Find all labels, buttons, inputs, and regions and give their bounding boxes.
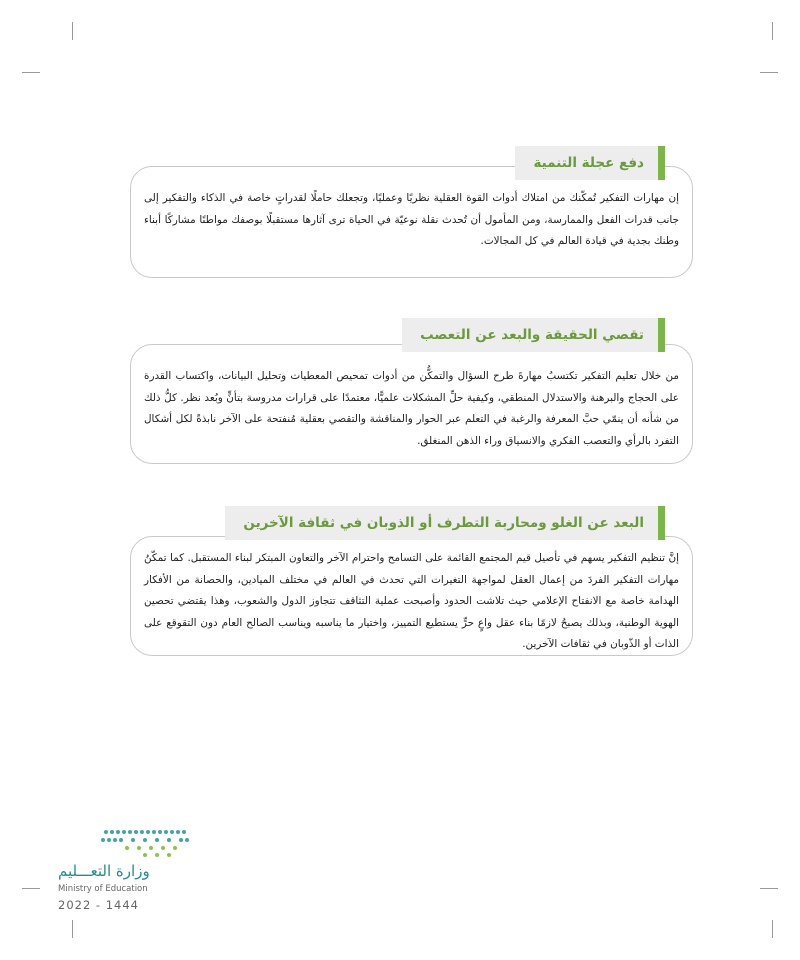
crop-mark: [772, 22, 773, 40]
section-truth: [130, 318, 693, 464]
section-paragraph: من خلال تعليم التفكير تكتسبُ مهارةَ طرح السؤال والتمكُّن من أدوات تمحيص المعطيات وتحليل البيانات، واكتساب القدرة على الحجاج والبرهنة والاستدلال المنطقي، وكيفية حلِّ المشكلات علميًّا، معتمدًا على قرارات مدروسة بتأنٍّ وبُعد نظر. كلُّ ذلك من شأنه أن ينمّي حبَّ المعرفة والرغبة في التعلم عبر الحوار والمناقشة والتقصي بعقلية مُنفتحة على الآخر نابذةً لكل أشكال التفرد بالرأي والتعصب الفكري والانسياق وراء الذهن المنغلق.: [144, 370, 679, 447]
crop-mark: [72, 920, 73, 938]
section-moderation: [130, 506, 693, 656]
edition-year: 2022 - 1444: [58, 898, 139, 912]
crop-mark: [72, 22, 73, 40]
ministry-name-english: Ministry of Education: [58, 884, 148, 894]
crop-mark: [760, 888, 778, 889]
section-paragraph: إن مهارات التفكير تُمكّنك من امتلاك أدوات القوة العقلية نظريًا وعمليًا، وتجعلك حاملًا لقدراتٍ خاصة في الذكاء والتفكير إلى جانب قدرات الفعل والممارسة، ومن المأمول أن تُحدث نقلة نوعيّة في الحياة ترى آثارها مستقبلًا بوصفك مواطنًا مشاركًا أبناء وطنك بجدية في قيادة العالم في كل المجالات.: [144, 192, 679, 247]
section-title: البعد عن الغلو ومحاربة التطرف أو الذوبان في ثقافة الآخرين: [225, 506, 665, 540]
section-development: [130, 146, 693, 278]
section-title: تقصي الحقيقة والبعد عن التعصب: [402, 318, 665, 352]
ministry-logo-icon: [100, 826, 192, 862]
crop-mark: [760, 72, 778, 73]
crop-mark: [22, 72, 40, 73]
crop-mark: [22, 888, 40, 889]
ministry-name-arabic: وزارة التعـــليم: [58, 862, 150, 880]
section-paragraph: إنَّ تنظيم التفكير يسهم في تأصيل قيم المجتمع القائمة على التسامح واحترام الآخر والتعاون المبتكر لبناء المستقبل. كما تمكّنُ مهارات التفكير الفردَ من إعمال العقل لمواجهة التغيرات التي تحدث في العالم في مختلف الميادين، والحصانة من الأفكار الهدامة خاصة مع الانفتاح الإعلامي حيث تلاشت الحدود وأصبحت عملية التثاقف تتجاوز الدول والشعوب، وهذا يقتضي تحصين الهوية الوطنية، وبذلك يصبحُ لازمًا بناء عقل واعٍ حرٍّ يستطيع التمييز، واختيار ما يناسبه ويناسب الصالح العام دون التقوقع على الذات أو الذّوبان في ثقافات الآخرين.: [144, 552, 679, 650]
section-title: دفع عجلة التنمية: [515, 146, 665, 180]
crop-mark: [772, 920, 773, 938]
